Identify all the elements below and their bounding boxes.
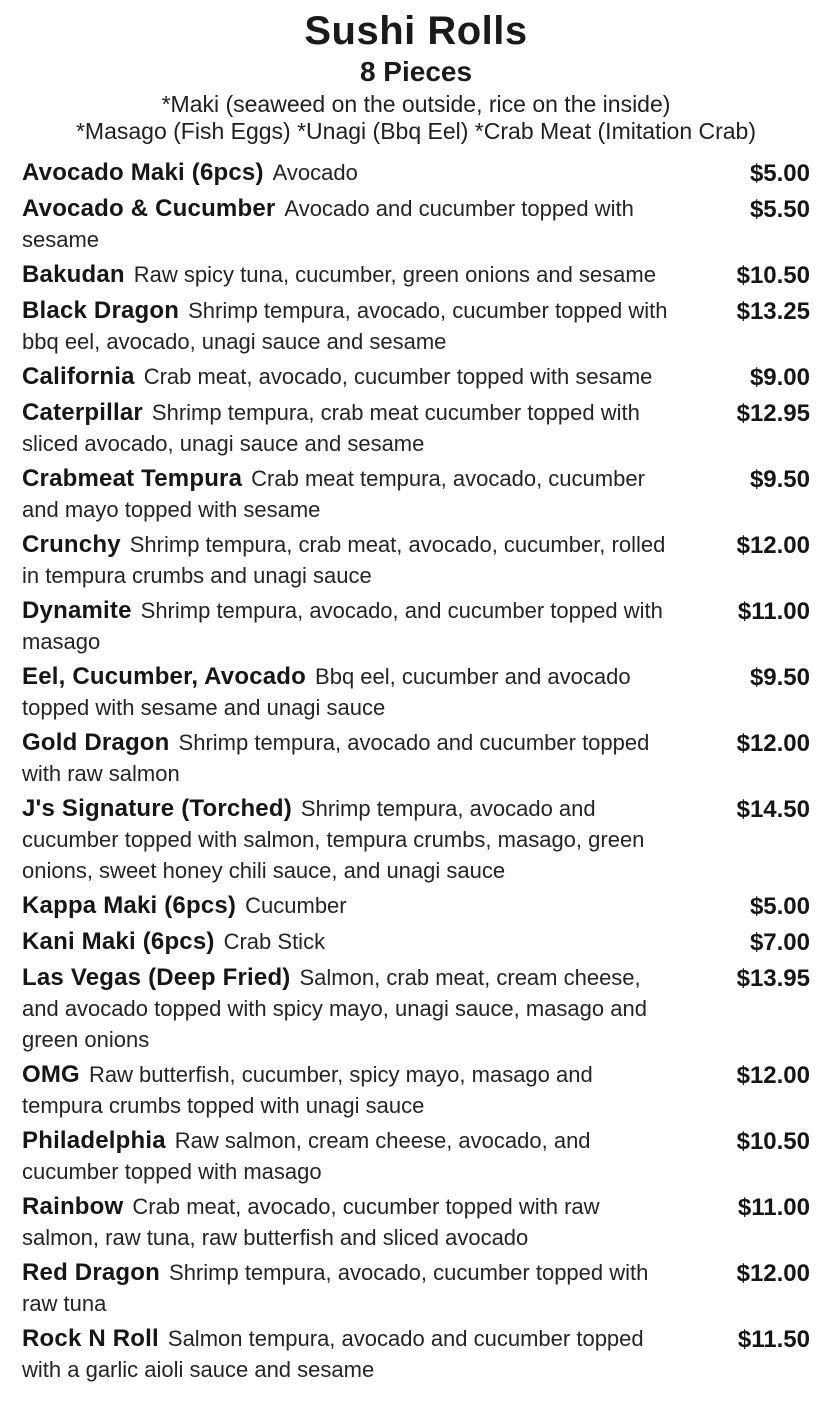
menu-note-maki: *Maki (seaweed on the outside, rice on the inside) xyxy=(161,91,671,117)
menu-item xyxy=(22,962,810,1055)
item-price: $13.25 xyxy=(736,298,810,325)
item-price: $12.00 xyxy=(736,1062,810,1089)
item-name: Rainbow xyxy=(22,1193,124,1220)
item-name: Kani Maki (6pcs) xyxy=(22,928,215,955)
item-name: California xyxy=(22,363,135,390)
menu-item xyxy=(22,529,810,591)
item-text xyxy=(22,361,698,392)
item-price: $12.95 xyxy=(736,400,810,427)
item-description: Raw salmon, cream cheese, avocado, and cucumber topped with masago xyxy=(22,1128,591,1184)
item-name: OMG xyxy=(22,1061,80,1088)
menu-item xyxy=(22,595,810,657)
item-description: Crab meat tempura, avocado, cucumber and mayo topped with sesame xyxy=(22,466,645,522)
item-text xyxy=(22,1191,698,1253)
item-text xyxy=(22,295,698,357)
menu-note-glossary: *Masago (Fish Eggs) *Unagi (Bbq Eel) *Crab Meat (Imitation Crab) xyxy=(75,118,757,144)
item-description: Avocado xyxy=(272,160,358,185)
menu-item xyxy=(22,727,810,789)
item-text xyxy=(22,661,698,723)
item-description: Shrimp tempura, avocado and cucumber topped with salmon, tempura crumbs, masago, green onions, sweet honey chili sauce, and unagi sauce xyxy=(22,796,645,883)
item-text xyxy=(22,1323,698,1385)
item-description: Crab meat, avocado, cucumber topped with raw salmon, raw tuna, raw butterfish and sliced avocado xyxy=(22,1194,600,1250)
item-name: Avocado & Cucumber xyxy=(22,195,276,222)
item-price: $10.50 xyxy=(736,262,810,289)
item-name: Las Vegas (Deep Fried) xyxy=(22,964,291,991)
menu-item xyxy=(22,295,810,357)
menu-item xyxy=(22,1257,810,1319)
item-description: Bbq eel, cucumber and avocado topped with sesame and unagi sauce xyxy=(22,664,631,720)
item-text xyxy=(22,926,698,957)
item-name: Rock N Roll xyxy=(22,1325,159,1352)
menu-item xyxy=(22,397,810,459)
item-price: $9.00 xyxy=(749,364,810,391)
menu-item xyxy=(22,1323,810,1385)
item-price: $12.00 xyxy=(736,532,810,559)
item-name: Avocado Maki (6pcs) xyxy=(22,159,264,186)
item-text xyxy=(22,890,698,921)
item-price: $12.00 xyxy=(736,1260,810,1287)
menu-subtitle: 8 Pieces xyxy=(359,56,473,87)
item-description: Raw butterfish, cucumber, spicy mayo, masago and tempura crumbs topped with unagi sauce xyxy=(22,1062,593,1118)
item-price: $11.00 xyxy=(737,598,810,625)
item-text xyxy=(22,193,698,255)
item-text xyxy=(22,397,698,459)
menu-item xyxy=(22,661,810,723)
item-text xyxy=(22,1257,698,1319)
item-price: $5.50 xyxy=(749,196,810,223)
item-name: J's Signature (Torched) xyxy=(22,795,292,822)
item-text xyxy=(22,157,698,188)
item-description: Avocado and cucumber topped with sesame xyxy=(22,196,634,252)
item-description: Salmon tempura, avocado and cucumber topped with a garlic aioli sauce and sesame xyxy=(22,1326,644,1382)
item-description: Shrimp tempura, avocado and cucumber topped with raw salmon xyxy=(22,730,650,786)
item-price: $5.00 xyxy=(749,160,810,187)
item-text xyxy=(22,595,698,657)
item-name: Philadelphia xyxy=(22,1127,166,1154)
item-name: Red Dragon xyxy=(22,1259,161,1286)
menu-item xyxy=(22,1125,810,1187)
menu-item xyxy=(22,193,810,255)
item-name: Crabmeat Tempura xyxy=(22,465,243,492)
item-text xyxy=(22,1125,698,1187)
item-description: Shrimp tempura, avocado, cucumber topped with raw tuna xyxy=(22,1260,649,1316)
menu-header xyxy=(22,8,810,145)
item-description: Raw spicy tuna, cucumber, green onions and sesame xyxy=(133,262,656,287)
item-price: $5.00 xyxy=(749,893,810,920)
item-name: Caterpillar xyxy=(22,399,143,426)
item-name: Black Dragon xyxy=(22,297,180,324)
item-text xyxy=(22,1059,698,1121)
item-name: Crunchy xyxy=(22,531,121,558)
item-price: $9.50 xyxy=(749,664,810,691)
item-description: Shrimp tempura, crab meat cucumber topped with sliced avocado, unagi sauce and sesame xyxy=(22,400,640,456)
item-text xyxy=(22,727,698,789)
item-text xyxy=(22,962,698,1055)
item-price: $11.50 xyxy=(737,1326,810,1353)
item-description: Shrimp tempura, avocado, and cucumber topped with masago xyxy=(22,598,663,654)
page-title: Sushi Rolls xyxy=(304,9,528,53)
item-name: Kappa Maki (6pcs) xyxy=(22,892,237,919)
item-description: Crab meat, avocado, cucumber topped with sesame xyxy=(143,364,653,389)
menu-item xyxy=(22,361,810,393)
item-text xyxy=(22,463,698,525)
item-price: $9.50 xyxy=(749,466,810,493)
item-price: $13.95 xyxy=(736,965,810,992)
item-text xyxy=(22,259,698,290)
item-price: $7.00 xyxy=(749,929,810,956)
item-description: Crab Stick xyxy=(223,929,326,954)
item-text xyxy=(22,793,698,886)
menu-item xyxy=(22,157,810,189)
menu-item xyxy=(22,463,810,525)
menu-item xyxy=(22,793,810,886)
item-price: $12.00 xyxy=(736,730,810,757)
item-price: $10.50 xyxy=(736,1128,810,1155)
item-price: $14.50 xyxy=(736,796,810,823)
item-name: Dynamite xyxy=(22,597,132,624)
item-name: Gold Dragon xyxy=(22,729,170,756)
item-description: Shrimp tempura, crab meat, avocado, cucumber, rolled in tempura crumbs and unagi sauce xyxy=(22,532,666,588)
item-name: Eel, Cucumber, Avocado xyxy=(22,663,307,690)
item-description: Salmon, crab meat, cream cheese, and avocado topped with spicy mayo, unagi sauce, masago and green onions xyxy=(22,965,647,1052)
item-price: $11.00 xyxy=(737,1194,810,1221)
menu-item xyxy=(22,1191,810,1253)
item-text xyxy=(22,529,698,591)
menu-item xyxy=(22,926,810,958)
menu-item xyxy=(22,259,810,291)
item-description: Cucumber xyxy=(245,893,347,918)
item-description: Shrimp tempura, avocado, cucumber topped with bbq eel, avocado, unagi sauce and sesame xyxy=(22,298,668,354)
menu-items xyxy=(22,157,810,1385)
menu-item xyxy=(22,890,810,922)
menu-item xyxy=(22,1059,810,1121)
item-name: Bakudan xyxy=(22,261,125,288)
